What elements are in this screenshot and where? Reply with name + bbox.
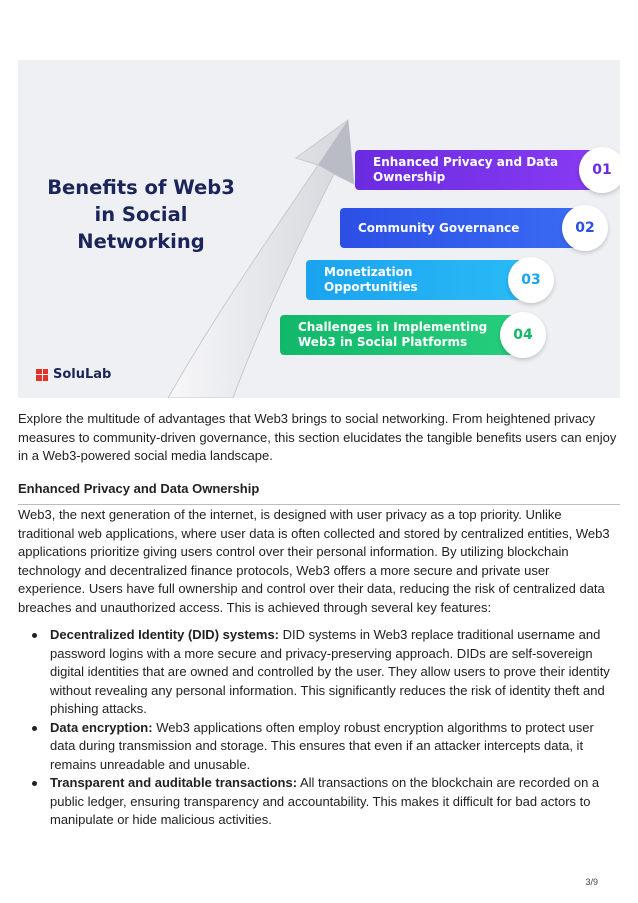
section-heading: Enhanced Privacy and Data Ownership: [18, 480, 620, 505]
list-item-term: Transparent and auditable transactions:: [50, 775, 298, 790]
logo-text: SoluLab: [53, 367, 112, 382]
list-item: [32, 774, 612, 830]
banner-image: [18, 60, 620, 398]
list-item-term: Decentralized Identity (DID) systems:: [50, 627, 280, 642]
page-number: 3/9: [585, 877, 598, 887]
list-item-text: Web3 applications often employ robust encryption algorithms to protect user data during transmission and storage. This ensures that even if an attacker intercepts data, it remains unreadable and unusable.: [50, 719, 594, 772]
benefit-item-governance: [340, 208, 604, 248]
benefit-item-privacy: [355, 150, 620, 190]
benefit-number-badge: 01: [579, 147, 620, 193]
solulab-logo: [36, 367, 111, 382]
benefit-label: Enhanced Privacy and Data Ownership: [373, 155, 559, 184]
list-item-term: Data encryption:: [50, 719, 153, 735]
list-item: [32, 626, 612, 719]
benefit-item-challenges: [280, 315, 542, 355]
benefit-number-badge: 02: [562, 205, 608, 251]
list-item-text: All transactions on the blockchain are recorded on a public ledger, ensuring transparency and accountability. This makes it difficult for bad actors to manipulate or hide malicious activities.: [50, 775, 600, 827]
benefit-label: Monetization Opportunities: [324, 265, 418, 294]
benefit-label: Challenges in Implementing Web3 in Social Platforms: [298, 320, 488, 349]
list-item: [32, 719, 612, 775]
benefit-number-badge: 04: [500, 312, 546, 358]
benefit-label: Community Governance: [358, 220, 520, 235]
list-item-text: DID systems in Web3 replace traditional username and password logins with a more secure and privacy-preserving approach. DIDs are self-sovereign digital identities that are owned and controlled by the user. They allow users to prove their identity without revealing any personal information. This significantly reduces the risk of identity theft and phishing attacks.: [50, 627, 610, 716]
benefit-number-badge: 03: [508, 257, 554, 303]
bullet-icon: [32, 633, 37, 638]
solulab-logo-icon: [36, 369, 48, 381]
bullet-icon: [32, 726, 37, 731]
benefit-item-monetization: [306, 260, 550, 300]
section-paragraph: Web3, the next generation of the internet, is designed with user privacy as a top priority. Unlike traditional web applications, where user data is often collected and stored by centralized entities, Web3 applications prioritize giving users control over their personal information. By utilizing blockchain technology and decentralized finance protocols, Web3 offers a more secure and private user experience. Users have full ownership and control over their data, reducing the risk of centralized data breaches and unauthorized access. This is achieved through several key features:: [18, 507, 610, 615]
banner-title: Benefits of Web3 in Social Networking: [47, 176, 235, 253]
feature-list: [32, 626, 612, 830]
intro-paragraph: Explore the multitude of advantages that Web3 brings to social networking. From heightened privacy measures to community-driven governance, this section elucidates the tangible benefits users can enjoy in a Web3-powered social media landscape.: [18, 411, 617, 463]
bullet-icon: [32, 781, 37, 786]
